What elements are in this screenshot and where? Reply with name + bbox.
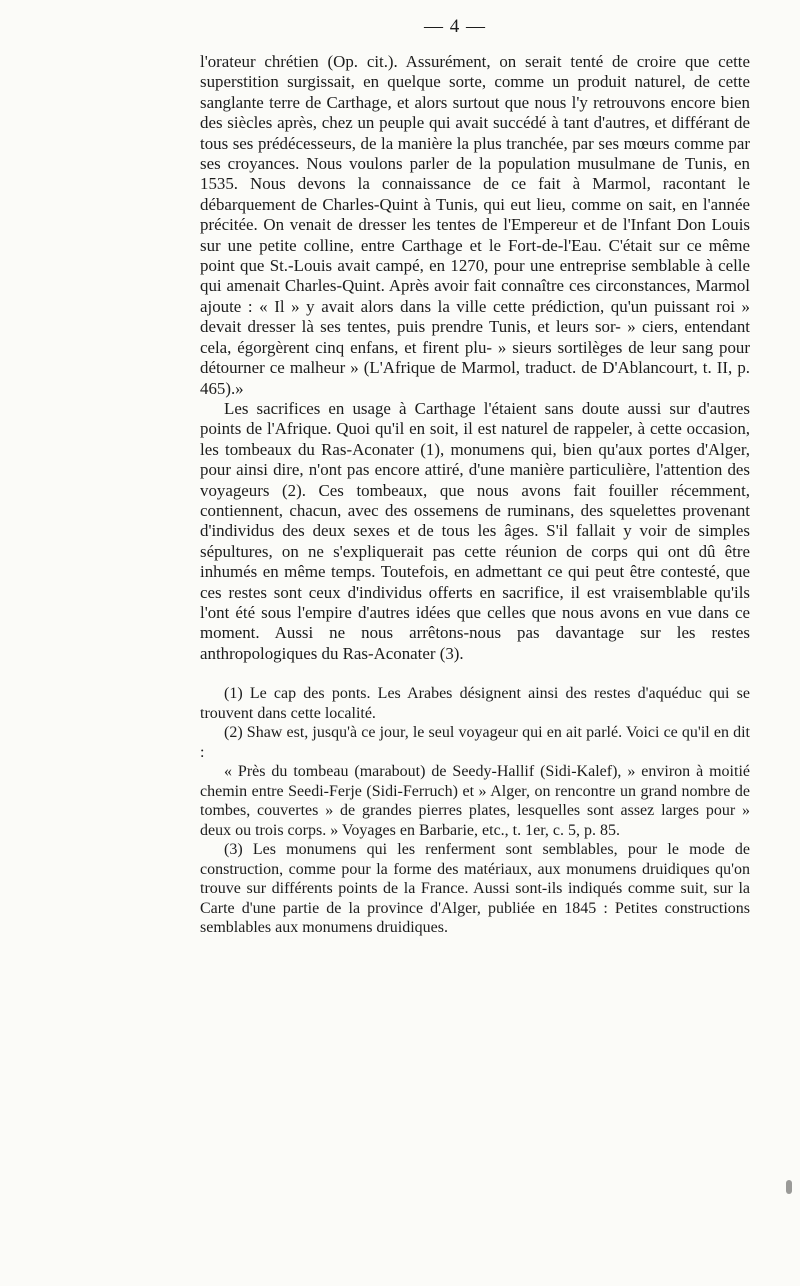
footnote-2: (2) Shaw est, jusqu'à ce jour, le seul voyageur qui en ait parlé. Voici ce qu'il en dit : xyxy=(200,724,750,761)
paragraph-2: Les sacrifices en usage à Carthage l'étaient sans doute aussi sur d'autres points de l'Afrique. Quoi qu'il en soit, il est naturel de rappeler, à cette occasion, les tombeaux du Ras-Aconater (1), monumens qui, bien qu'aux portes d'Alger, pour ainsi dire, n'ont pas encore attiré, d'une manière particulière, l'attention des voyageurs (2). Ces tombeaux, que nous avons fait fouiller récemment, contiennent, chacun, avec des ossemens de ruminans, des squelettes provenant d'individus des deux sexes et de tous les âges. S'il fallait y voir de simples sépultures, on ne s'expliquerait pas cette réunion de corps qui ont dû être inhumés en même temps. Toutefois, en admettant ce qui peut être contesté, que ces restes sont ceux d'individus offerts en sacrifice, il est vraisemblable qu'ils l'ont été sous l'empire d'autres idées que celles que nous avons en vue dans ce moment. Aussi ne nous arrêtons-nous pas davantage sur les restes anthropologiques du Ras-Aconater (3). xyxy=(200,398,750,663)
footnotes xyxy=(200,684,750,938)
footnote-1: (1) Le cap des ponts. Les Arabes désignent ainsi des restes d'aquéduc qui se trouvent dans cette localité. xyxy=(200,685,750,722)
footnote-3: (3) Les monumens qui les renferment sont semblables, pour le mode de construction, comme pour la forme des matériaux, aux monumens druidiques qu'on trouve sur différents points de la France. Aussi sont-ils indiqués comme suit, sur la Carte d'une partie de la province d'Alger, publiée en 1845 : Petites constructions semblables aux monumens druidiques. xyxy=(200,841,750,937)
page-number: — 4 — xyxy=(424,16,486,37)
footnote-2-quote: « Près du tombeau (marabout) de Seedy-Hallif (Sidi-Kalef), » environ à moitié chemin entre Seedi-Ferje (Sidi-Ferruch) et » Alger, on rencontre un grand nombre de tombes, couvertes » de grandes pierres plates, lesquelles sont assez larges pour » deux ou trois corps. » Voyages en Barbarie, etc., t. 1er, c. 5, p. 85. xyxy=(200,763,750,839)
paragraph-1: l'orateur chrétien (Op. cit.). Assurément, on serait tenté de croire que cette superstition surgissait, en quelque sorte, comme un produit naturel, de cette sanglante terre de Carthage, et alors surtout que nous l'y retrouvons encore bien des siècles après, chez un peuple qui avait succédé à tant d'autres, et différant de tous ses prédécesseurs, de la manière la plus tranchée, par ses mœurs comme par ses croyances. Nous voulons parler de la population musulmane de Tunis, en 1535. Nous devons la connaissance de ce fait à Marmol, racontant le débarquement de Charles-Quint à Tunis, qui eut lieu, comme on sait, en l'année précitée. On venait de dresser les tentes de l'Empereur et de l'Infant Don Louis sur une petite colline, entre Carthage et le Fort-de-l'Eau. C'était sur ce même point que St.-Louis avait campé, en 1270, pour une entreprise semblable à celle qui amenait Charles-Quint. Après avoir fait connaître ces circonstances, Marmol ajoute : « Il » y avait alors dans la ville cette prédiction, qu'un puissant roi » devait dresser là ses tentes, puis prendre Tunis, et leurs sor- » ciers, entendant cela, égorgèrent cinq enfans, et firent plu- » sieurs sortilèges de leur sang pour détourner ce malheur » (L'Afrique de Marmol, traduct. de D'Ablancourt, t. II, p. 465).» xyxy=(200,52,750,398)
paper-speck xyxy=(786,1180,792,1194)
main-text xyxy=(200,52,750,664)
